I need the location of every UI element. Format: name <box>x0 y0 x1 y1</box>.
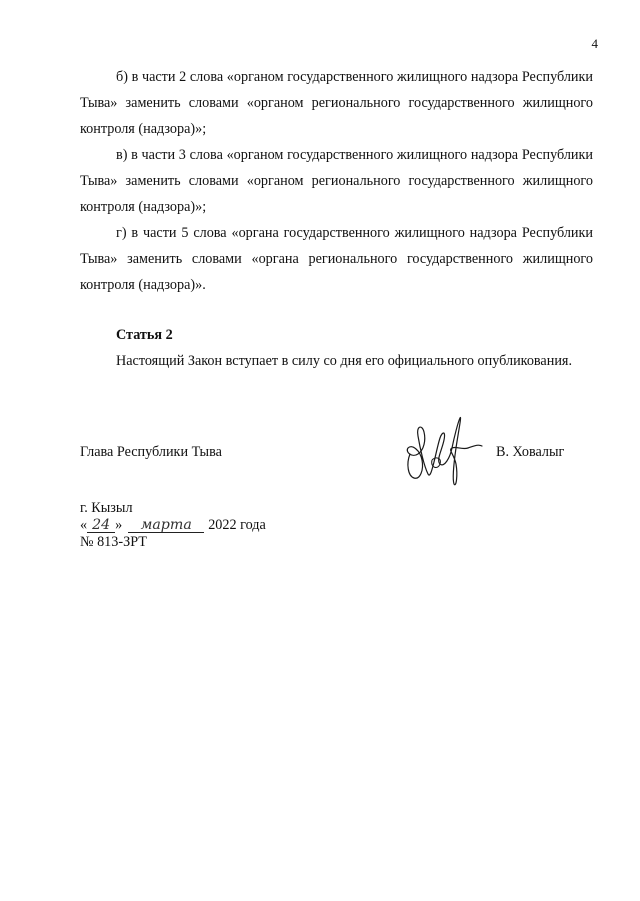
document-body <box>80 64 593 374</box>
date-open-quote: « <box>80 517 88 533</box>
paragraph-g: г) в части 5 слова «органа государственного жилищного надзора Республики Тыва» заменить словами «органа регионального государственного жилищного контроля (надзора)». <box>80 225 593 293</box>
city: г. Кызыл <box>80 500 133 516</box>
date-month: марта <box>128 518 204 533</box>
signatory-name: В. Ховалыг <box>496 444 565 460</box>
article-title: Статья 2 <box>116 327 173 343</box>
paragraph-v: в) в части 3 слова «органом государственного жилищного надзора Республики Тыва» заменить словами «органом регионального государственного жилищного контроля (надзора)»; <box>80 147 593 215</box>
handwritten-signature <box>402 414 484 488</box>
date-day: 24 <box>87 518 115 533</box>
article-2 <box>80 322 593 374</box>
date-close-quote: » <box>115 517 123 533</box>
page-number: 4 <box>591 36 598 51</box>
footer-block <box>80 500 266 551</box>
article-text: Настоящий Закон вступает в силу со дня его официального опубликования. <box>116 353 572 369</box>
law-number: № 813-ЗРТ <box>80 534 147 550</box>
paragraph-b: б) в части 2 слова «органом государственного жилищного надзора Республики Тыва» заменить словами «органом регионального государственного жилищного контроля (надзора)»; <box>80 69 593 137</box>
signatory-title: Глава Республики Тыва <box>80 444 222 460</box>
signature-row <box>80 440 593 500</box>
date-line <box>80 517 266 534</box>
date-year: 2022 года <box>208 517 266 533</box>
